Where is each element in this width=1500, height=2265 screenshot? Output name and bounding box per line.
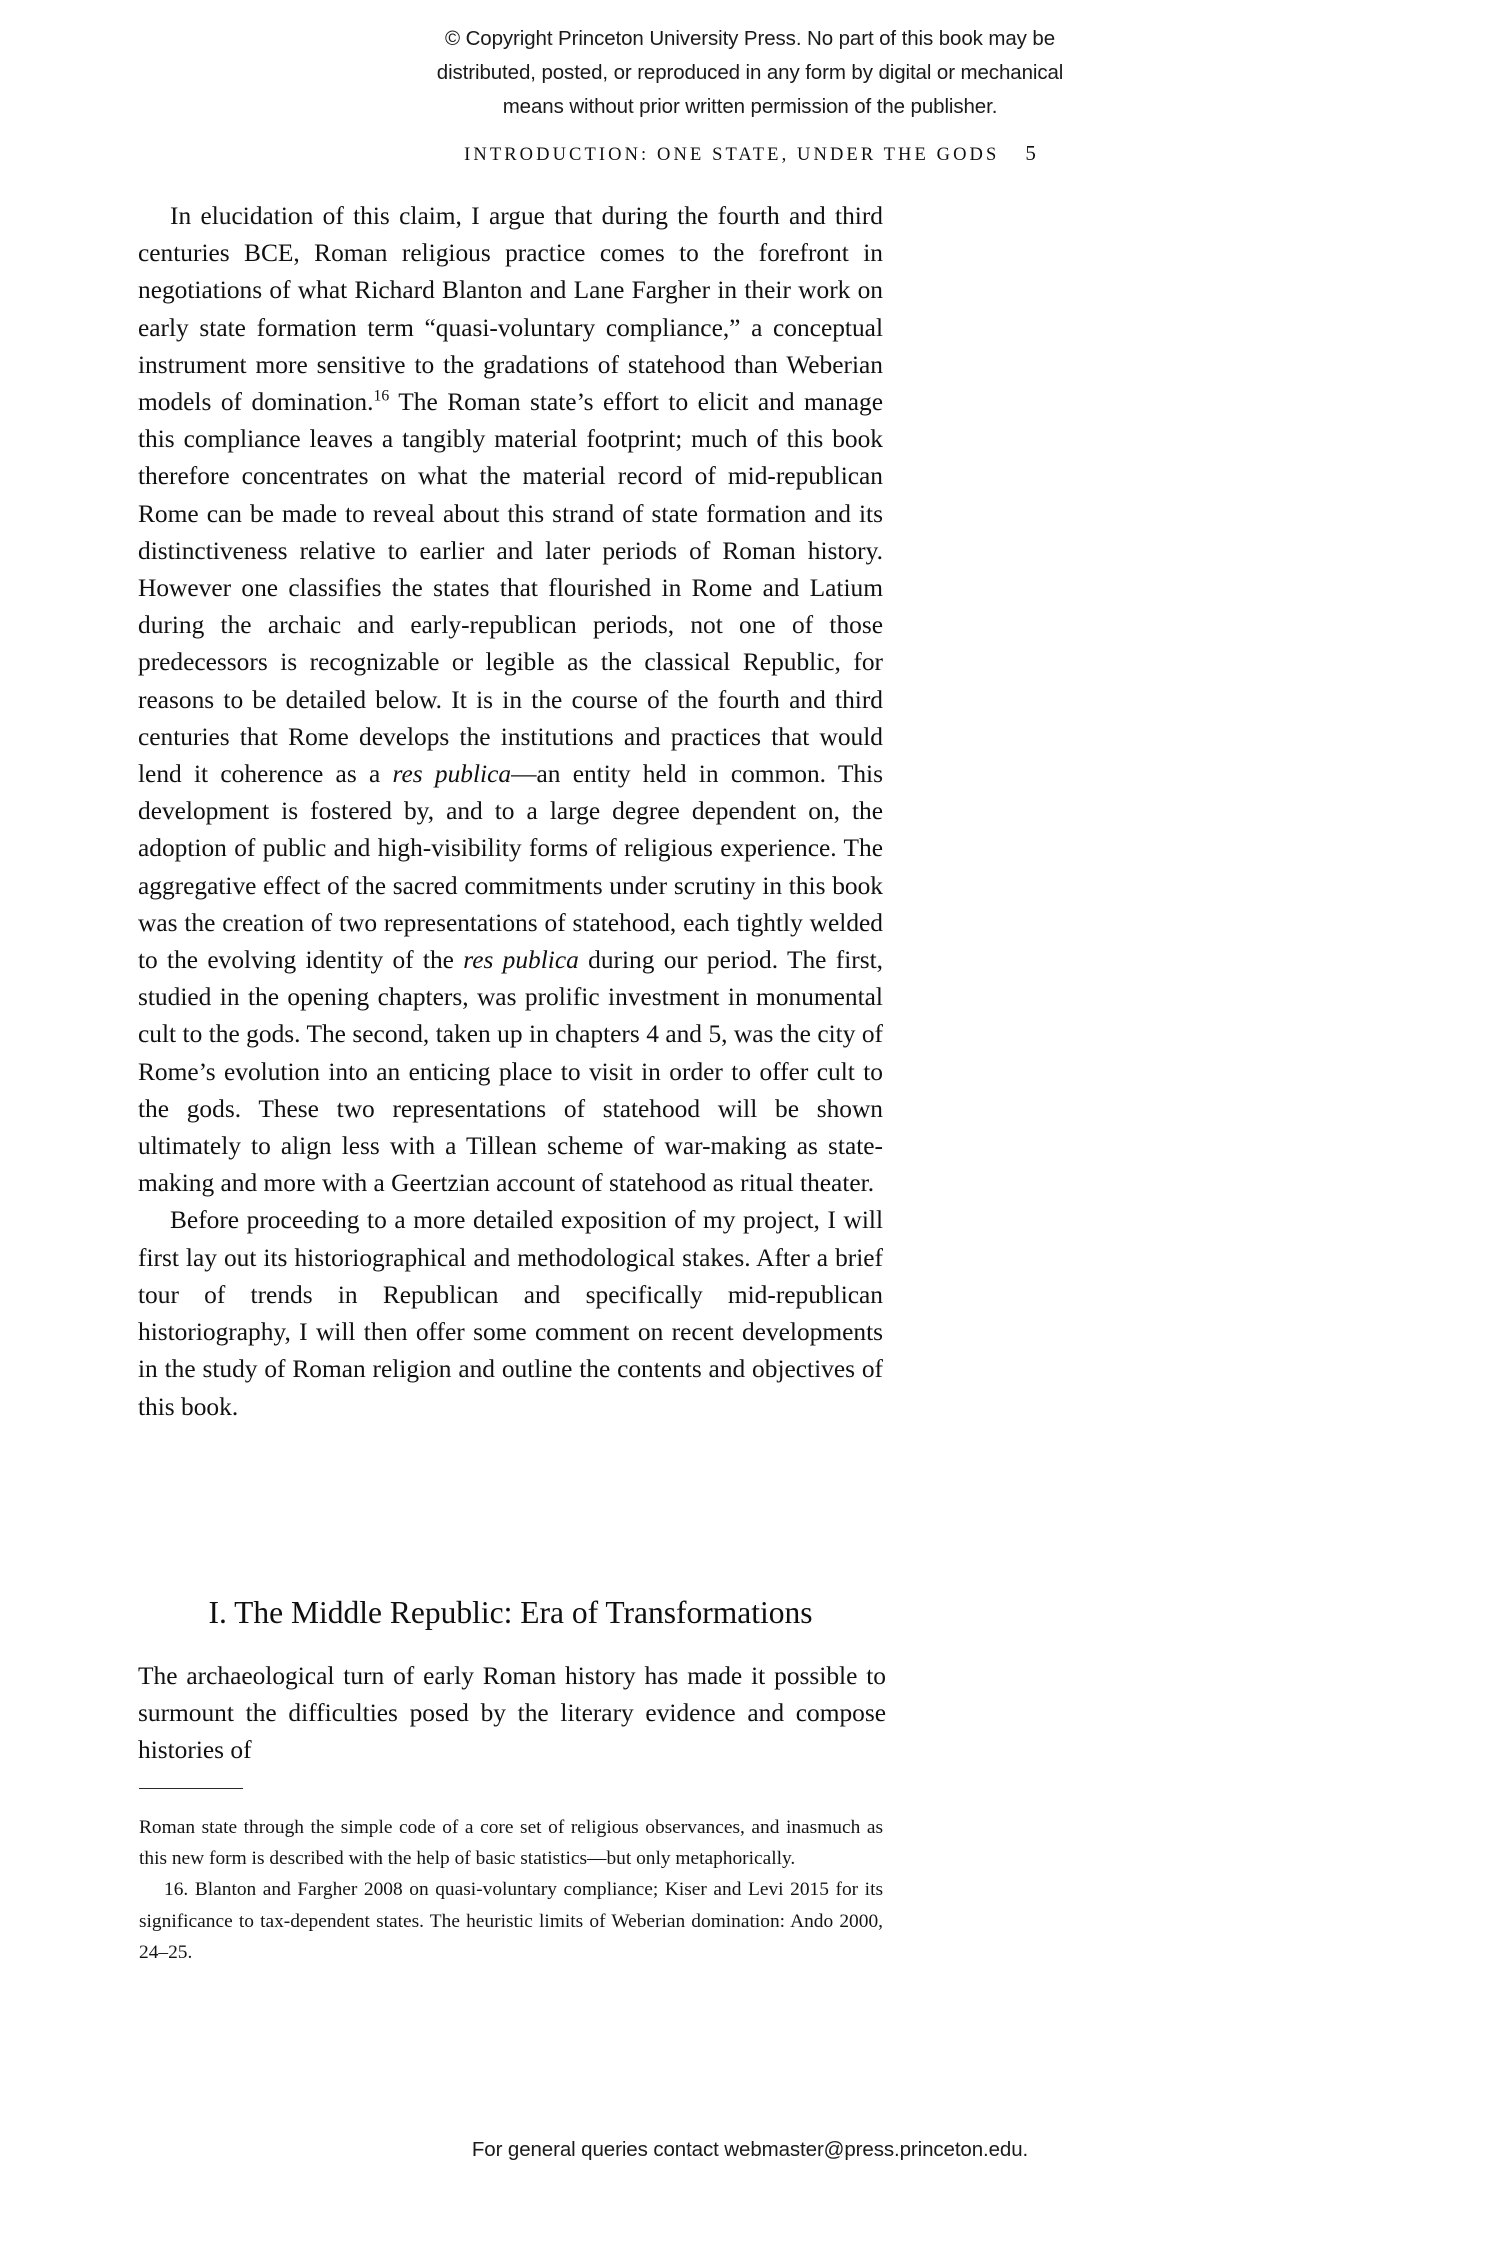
footer-contact-notice: For general queries contact webmaster@press.princeton.edu.	[471, 2138, 1029, 2161]
paragraph-1	[138, 198, 883, 1202]
post-heading-text-block	[138, 1658, 886, 1770]
running-head	[0, 141, 1500, 166]
page-folio-number: 5	[1025, 141, 1036, 165]
copyright-line-2: distributed, posted, or reproduced in any form by digital or mechanical	[436, 61, 1064, 84]
paragraph-1-segment-2: The Roman state’s effort to elicit and manage this compliance leaves a tangibly material footprint; much of this book therefore concentrates on what the material record of mid-republican Rome can be made to reveal about this strand of state formation and its distinctiveness relative to earlier and later periods of Roman history. However one classifies the states that flourished in Rome and Latium during the archaic and early-republican periods, not one of those predecessors is recognizable or legible as the classical Republic, for reasons to be detailed below. It is in the course of the fourth and third centuries that Rome develops the institutions and practices that would lend it coherence as a	[138, 388, 883, 789]
latin-term-res-publica-1: res publica	[392, 760, 512, 789]
running-head-title: INTRODUCTION: ONE STATE, UNDER THE GODS	[464, 145, 1000, 165]
section-heading: I. The Middle Republic: Era of Transformations	[208, 1595, 813, 1630]
latin-term-res-publica-2: res publica	[463, 946, 579, 975]
footnote-separator-rule	[139, 1788, 243, 1789]
footnote-16: 16. Blanton and Fargher 2008 on quasi-voluntary compliance; Kiser and Levi 2015 for its significance to tax-dependent states. The heuristic limits of Weberian domination: Ando 2000, 24–25.	[139, 1879, 883, 1963]
footnote-marker-16[interactable]: 16	[373, 387, 390, 405]
body-text-column	[138, 198, 883, 1426]
footnote-block	[139, 1812, 883, 1968]
copyright-notice	[0, 22, 1500, 124]
paragraph-3: The archaeological turn of early Roman history has made it possible to surmount the difficulties posed by the literary evidence and compose histories of	[138, 1662, 886, 1765]
paragraph-1-segment-4: during our period. The first, studied in the opening chapters, was prolific investment in monumental cult to the gods. The second, taken up in chapters 4 and 5, was the city of Rome’s evolution into an enticing place to visit in order to offer cult to the gods. These two representations of statehood will be shown ultimately to align less with a Tillean scheme of war-making as state-making and more with a Geertzian account of statehood as ritual theater.	[138, 946, 883, 1198]
paragraph-2: Before proceeding to a more detailed exposition of my project, I will first lay out its historiographical and methodological stakes. After a brief tour of trends in Republican and specifically mid-republican historiography, I will then offer some comment on recent developments in the study of Roman religion and outline the contents and objectives of this book.	[138, 1206, 883, 1421]
paragraph-1-segment-1: In elucidation of this claim, I argue that during the fourth and third centuries BCE, Roman religious practice comes to the forefront in negotiations of what Richard Blanton and Lane Fargher in their work on early state formation term “quasi-voluntary compliance,” a conceptual instrument more sensitive to the gradations of statehood than Weberian models of domination.	[138, 202, 883, 417]
footnote-continued: Roman state through the simple code of a core set of religious observances, and inasmuch as this new form is described with the help of basic statistics—but only metaphorically.	[139, 1817, 883, 1870]
copyright-line-3: means without prior written permission of the publisher.	[502, 95, 998, 118]
copyright-line-1: © Copyright Princeton University Press. No part of this book may be	[445, 27, 1055, 50]
paragraph-1-segment-3: —an entity held in common. This development is fostered by, and to a large degree dependent on, the adoption of public and high-visibility forms of religious experience. The aggregative effect of the sacred commitments under scrutiny in this book was the creation of two representations of statehood, each tightly welded to the evolving identity of the	[138, 760, 883, 975]
